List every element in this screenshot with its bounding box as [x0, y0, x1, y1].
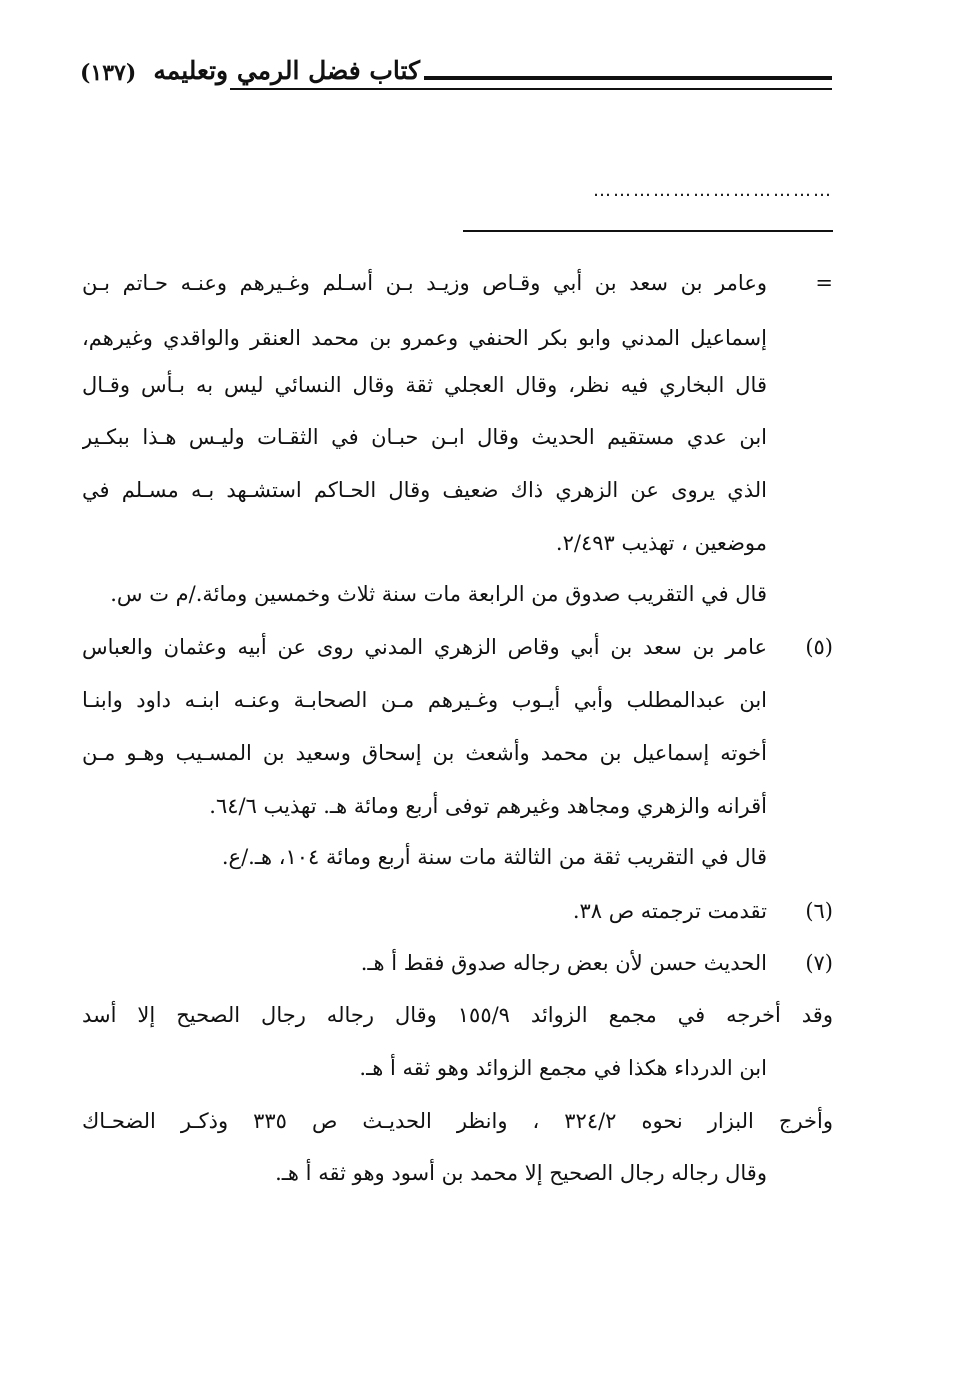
header-title: كتاب فضل الرمي وتعليمه [153, 56, 420, 85]
dotted-separator: ……………………………… [593, 180, 833, 201]
note-line: أخوته إسماعيل بن محمد وأشعث بن إسحاق وسعيد بن المسـيب وهـو مـن [82, 741, 767, 765]
note-line: ابن عدي مستقيم الحديث وقال ابـن حبـان في الثقـات وليـس هـذا ببكـير [82, 425, 767, 449]
note-line: ابن عبدالمطلب وأبي أيـوب وغـيرهم مـن الصحابـة وعنـه ابنـه داود وابنـا [82, 688, 767, 712]
note-marker-continuation: = [815, 271, 833, 295]
header-rule-thick [424, 76, 832, 80]
note-line: أقرانه والزهري ومجاهد وغيرهم توفى أربع ومائة هـ. تهذيب ٦٤/٦. [209, 794, 767, 818]
page-number: (١٣٧) [80, 60, 137, 86]
running-header [80, 56, 832, 90]
header-rule-thin [230, 88, 832, 90]
note-line: إسماعيل المدني وابو بكر الحنفي وعمرو بن محمد العنقر والواقدي وغيرهم، [82, 326, 767, 350]
note-marker-5: (٥) [805, 635, 833, 659]
note-line: وقال رجاله رجال الصحيح إلا محمد بن أسود وهو ثقه أ هـ. [275, 1161, 767, 1185]
note-line: عامر بن سعد بن أبي وقاص الزهري المدني روى عن أبيه وعثمان والعباس [82, 635, 767, 659]
note-marker-7: (٧) [805, 951, 833, 975]
note-line: قال في التقريب ثقة من الثالثة مات سنة أربع ومائة ١٠٤، هـ./ع. [221, 845, 767, 869]
note-line: ابن الدرداء هكذا في مجمع الزوائد وهو ثقه أ هـ. [359, 1056, 767, 1080]
note-line: الحديث حسن لأن بعض رجاله صدوق فقط أ هـ. [360, 951, 767, 975]
note-line: موضعين ، تهذيب ٢/٤٩٣. [555, 531, 767, 555]
note-line: تقدمت ترجمته ص ٣٨. [572, 899, 767, 923]
note-line: الذي يروى عن الزهري ذاك ضعيف وقال الحـاكم استشـهد بـه مسـلم في [82, 478, 767, 502]
note-line: قال البخاري فيه نظر، وقال العجلي ثقة وقال النسائي ليس به بـأس وقـال [82, 373, 767, 397]
note-line: وأخرج البزار نحوه ٣٢٤/٢ ، وانظر الحديـث ص ٣٣٥ وذكـر الضحـاك [82, 1109, 833, 1133]
footnote-rule [463, 230, 833, 232]
note-line: قال في التقريب صدوق من الرابعة مات سنة ثلاث وخمسين ومائة./م ت س. [110, 582, 767, 606]
note-line: وقد أخرجه في مجمع الزوائد ١٥٥/٩ وقال رجاله رجال الصحيح إلا أسد [82, 1003, 833, 1027]
note-line: وعامر بن سعد بن أبي وقـاص وزيـد بـن أسـلم وغـيرهم وعنـه حـاتم بـن [82, 271, 767, 295]
note-marker-6: (٦) [805, 899, 833, 923]
